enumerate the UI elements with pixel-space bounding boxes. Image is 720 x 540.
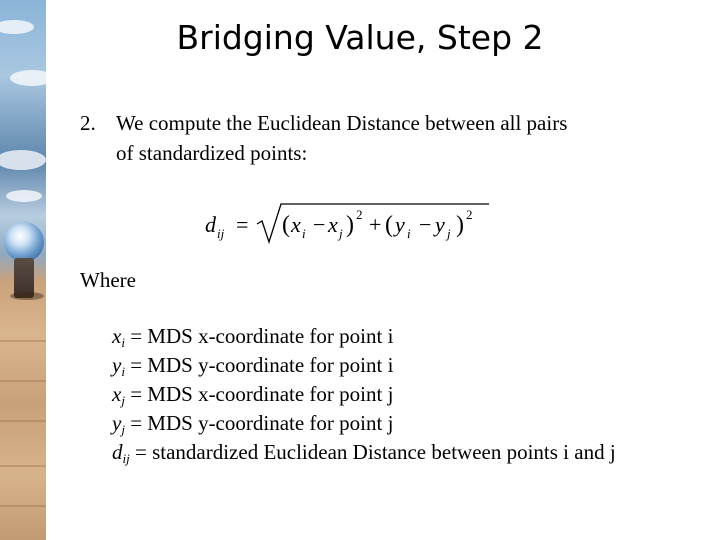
globe-shadow: [10, 292, 44, 300]
definition-sub: i: [121, 335, 125, 350]
bullet-line-2: of standardized points:: [116, 141, 308, 165]
definition-row: [112, 438, 712, 467]
definition-var: x: [112, 324, 122, 348]
formula-sub-i-2: i: [407, 226, 411, 241]
formula-sub-j-2: j: [447, 226, 451, 241]
formula-x-1: x: [291, 212, 301, 237]
definition-row: [112, 322, 712, 351]
dune-line: [0, 420, 46, 422]
formula-open-paren-2: (: [385, 212, 393, 238]
decorative-side-image: [0, 0, 46, 540]
definition-text: = standardized Euclidean Distance between points i and j: [129, 440, 616, 464]
variable-definitions: [112, 322, 712, 467]
crystal-globe-icon: [4, 222, 44, 262]
dune-line: [0, 465, 46, 467]
formula-lhs-var: d: [205, 212, 216, 237]
definition-sub: j: [121, 422, 125, 437]
bullet-number: 2.: [80, 111, 96, 135]
definition-sub: ij: [122, 451, 130, 466]
formula-equals: =: [236, 212, 249, 237]
definition-text: = MDS y-coordinate for point j: [124, 411, 394, 435]
definition-var: y: [112, 353, 122, 377]
formula-exponent-2: 2: [466, 207, 473, 222]
slide-title-text: Bridging Value, Step 2: [176, 18, 544, 57]
definition-text: = MDS x-coordinate for point i: [124, 324, 394, 348]
distance-formula: [205, 200, 495, 250]
formula-sub-i-1: i: [302, 226, 306, 241]
cloud-shape: [0, 150, 46, 170]
definition-var: x: [112, 382, 122, 406]
cloud-shape: [6, 190, 42, 202]
formula-close-paren-1: ): [346, 212, 354, 238]
where-label: Where: [80, 268, 136, 292]
slide-title: [0, 18, 720, 57]
definition-text: = MDS y-coordinate for point i: [124, 353, 394, 377]
definition-sub: j: [121, 393, 125, 408]
cloud-shape: [10, 70, 46, 86]
formula-y-2: y: [435, 212, 445, 237]
formula-close-paren-2: ): [456, 212, 464, 238]
dune-line: [0, 380, 46, 382]
bullet-line-1: We compute the Euclidean Distance between all pairs: [116, 111, 568, 135]
formula-y-1: y: [395, 212, 405, 237]
dune-line: [0, 340, 46, 342]
formula-open-paren-1: (: [282, 212, 290, 238]
formula-x-2: x: [328, 212, 338, 237]
definition-row: [112, 351, 712, 380]
formula-exponent-1: 2: [356, 207, 363, 222]
bullet-point: [80, 108, 680, 168]
formula-plus: +: [369, 212, 382, 237]
formula-minus-2: −: [419, 212, 432, 237]
definition-var: d: [112, 440, 123, 464]
definition-sub: i: [121, 364, 125, 379]
definition-row: [112, 409, 712, 438]
definition-row: [112, 380, 712, 409]
dune-line: [0, 505, 46, 507]
formula-lhs-sub: ij: [217, 226, 225, 241]
definition-text: = MDS x-coordinate for point j: [124, 382, 394, 406]
formula-sub-j-1: j: [339, 226, 343, 241]
formula-minus-1: −: [313, 212, 326, 237]
definition-var: y: [112, 411, 122, 435]
